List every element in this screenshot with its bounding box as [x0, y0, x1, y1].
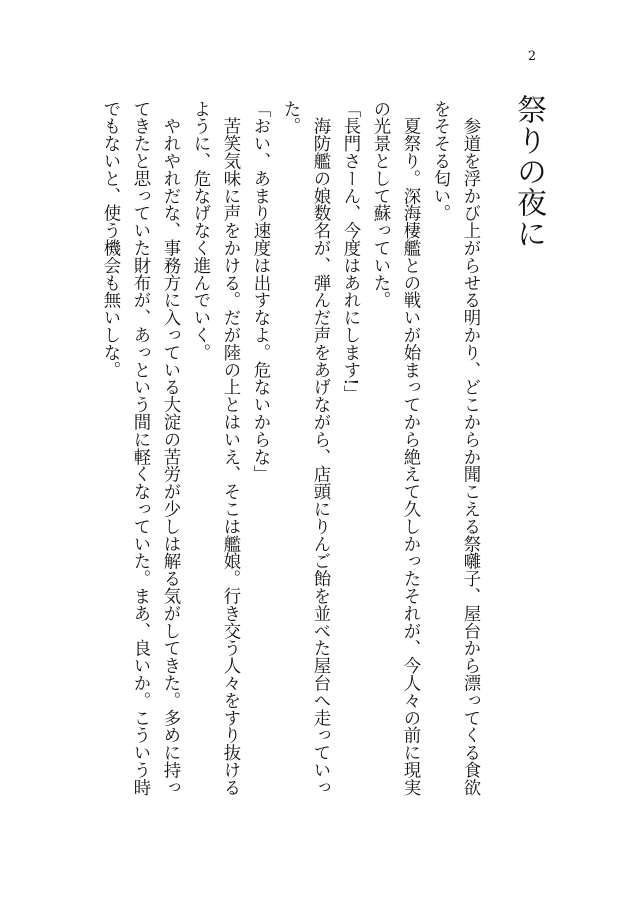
text-line: 苦笑気味に声をかける。だが陸の上とはいえ、そこは艦娘。行き交う人々をすり抜ける: [220, 100, 240, 796]
text-line: た。: [280, 100, 300, 135]
text-line: ように、危なげなく進んでいく。: [190, 100, 210, 361]
text-line: 夏祭り。深海棲艦との戦いが始まってから絶えて久しかったそれが、今人々の前に現実: [400, 100, 420, 796]
chapter-title: 祭りの夜に: [511, 94, 546, 249]
text-line: の光景として蘇っていた。: [370, 100, 390, 309]
text-line: をそそる匂い。: [430, 100, 450, 222]
text-line: てきたと思っていた財布が、あっという間に軽くなっていた。まあ、良いか。こういう時: [130, 100, 150, 796]
body-text: [100, 100, 485, 820]
page-number: 2: [527, 49, 537, 64]
text-line: でもないと、使う機会も無いしな。: [100, 100, 120, 379]
text-line: やれやれだな、事務方に入っている大淀の苦労が少しは解る気がしてきた。多めに持っ: [160, 100, 180, 796]
text-line: 参道を浮かび上がらせる明かり、どこからか聞こえる祭囃子、屋台から漂ってくる食欲: [460, 100, 480, 796]
text-line: 「長門さーん、今度はあれにします!」: [340, 100, 360, 403]
text-line: 海防艦の娘数名が、弾んだ声をあげながら、店頭にりんご飴を並べた屋台へ走っていっ: [310, 100, 330, 796]
text-line: 「おい、あまり速度は出すなよ。危ないからな」: [250, 100, 270, 483]
